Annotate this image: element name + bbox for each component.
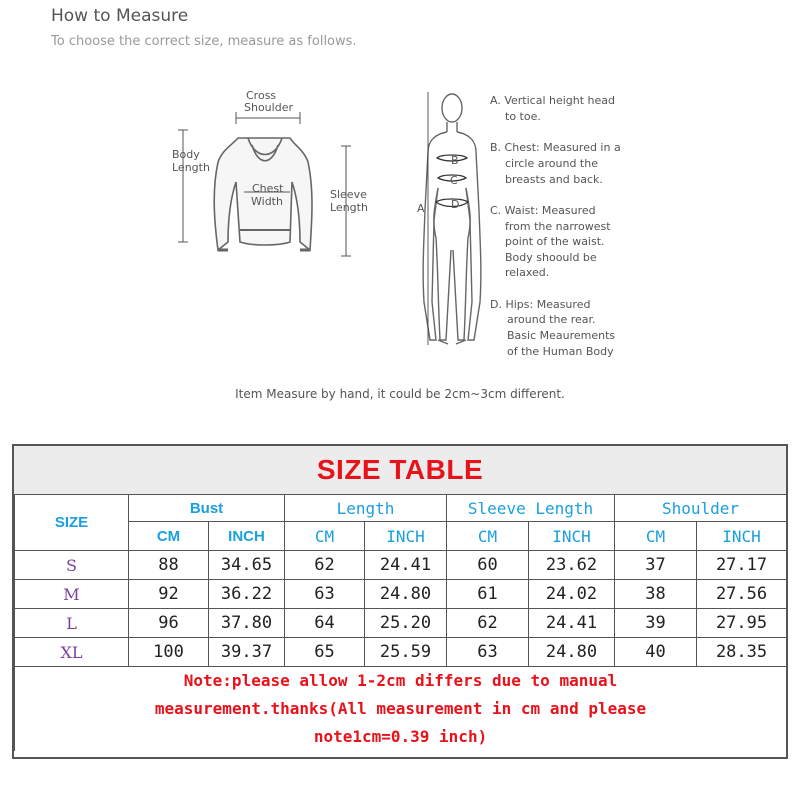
value-cell: 27.95 (697, 609, 787, 638)
value-cell: 38 (615, 580, 697, 609)
value-cell: 28.35 (697, 638, 787, 667)
unit-header-row (15, 522, 787, 551)
note-a-line-1: A. Vertical height head (490, 94, 616, 107)
note-c-line-3: point of the waist. (505, 235, 605, 248)
unit-header: INCH (365, 522, 447, 551)
value-cell: 100 (129, 638, 209, 667)
table-row (15, 609, 787, 638)
value-cell: 27.56 (697, 580, 787, 609)
value-cell: 27.17 (697, 551, 787, 580)
value-cell: 62 (447, 609, 529, 638)
page-title: How to Measure (51, 6, 189, 26)
note-row (15, 667, 787, 752)
marker-c: C (450, 174, 458, 187)
table-row (15, 580, 787, 609)
value-cell: 39 (615, 609, 697, 638)
value-cell: 25.20 (365, 609, 447, 638)
chest-width-label-1: Chest (252, 182, 284, 195)
note-a-line-2: to toe. (505, 110, 541, 123)
note-b-line-3: breasts and back. (505, 173, 603, 186)
size-cell: M (15, 580, 129, 609)
value-cell: 88 (129, 551, 209, 580)
group-length: Length (285, 495, 447, 522)
value-cell: 92 (129, 580, 209, 609)
measure-disclaimer: Item Measure by hand, it could be 2cm~3cm different. (235, 387, 565, 401)
size-table (12, 444, 788, 759)
value-cell: 61 (447, 580, 529, 609)
unit-header: CM (615, 522, 697, 551)
marker-a: A (417, 202, 425, 215)
body-illustration (423, 94, 481, 344)
value-cell: 40 (615, 638, 697, 667)
value-cell: 65 (285, 638, 365, 667)
size-table-title-bar (14, 446, 786, 495)
body-length-label-2: Length (172, 161, 210, 174)
group-shoulder: Shoulder (615, 495, 787, 522)
note-d-line-3: Basic Meaurements (507, 329, 616, 342)
size-grid (14, 494, 787, 751)
value-cell: 24.80 (365, 580, 447, 609)
size-cell: S (15, 551, 129, 580)
cross-shoulder-label-2: Shoulder (244, 101, 293, 114)
size-note-line-1: Note:please allow 1-2cm differs due to manual (183, 671, 618, 690)
sleeve-length-label-2: Length (330, 201, 368, 214)
value-cell: 60 (447, 551, 529, 580)
value-cell: 36.22 (209, 580, 285, 609)
value-cell: 39.37 (209, 638, 285, 667)
group-sleeve-length: Sleeve Length (447, 495, 615, 522)
note-c-line-4: Body shoould be (505, 251, 597, 264)
body-length-label-1: Body (172, 148, 200, 161)
marker-d: D (451, 198, 460, 211)
size-column-header: SIZE (15, 495, 129, 551)
unit-header: INCH (697, 522, 787, 551)
value-cell: 64 (285, 609, 365, 638)
size-note-line-3: note1cm=0.39 inch) (313, 727, 488, 746)
unit-header: INCH (529, 522, 615, 551)
body-notes (490, 94, 621, 358)
size-note-line-2: measurement.thanks(All measurement in cm and please (154, 699, 647, 718)
size-note (15, 667, 787, 752)
note-c-line-5: relaxed. (505, 266, 550, 279)
table-row (15, 551, 787, 580)
note-c-line-1: C. Waist: Measured (490, 204, 596, 217)
measurement-figure (0, 70, 800, 400)
value-cell: 24.41 (529, 609, 615, 638)
note-c-line-2: from the narrowest (505, 220, 611, 233)
sleeve-length-label-1: Sleeve (330, 188, 367, 201)
unit-header: CM (129, 522, 209, 551)
value-cell: 63 (285, 580, 365, 609)
value-cell: 37.80 (209, 609, 285, 638)
note-b-line-1: B. Chest: Measured in a (490, 141, 621, 154)
page-subtitle: To choose the correct size, measure as follows. (51, 34, 357, 49)
size-table-title: SIZE TABLE (316, 454, 484, 485)
group-header-row (15, 495, 787, 522)
value-cell: 24.02 (529, 580, 615, 609)
value-cell: 24.41 (365, 551, 447, 580)
value-cell: 62 (285, 551, 365, 580)
value-cell: 34.65 (209, 551, 285, 580)
note-d-line-4: of the Human Body (507, 345, 614, 358)
note-d-line-1: D. Hips: Measured (490, 298, 591, 311)
value-cell: 37 (615, 551, 697, 580)
unit-header: CM (447, 522, 529, 551)
size-cell: L (15, 609, 129, 638)
table-row (15, 638, 787, 667)
cross-shoulder-label-1: Cross (246, 89, 277, 102)
size-cell: XL (15, 638, 129, 667)
value-cell: 23.62 (529, 551, 615, 580)
value-cell: 24.80 (529, 638, 615, 667)
value-cell: 25.59 (365, 638, 447, 667)
group-bust: Bust (129, 495, 285, 522)
chest-width-label-2: Width (251, 195, 283, 208)
unit-header: CM (285, 522, 365, 551)
unit-header: INCH (209, 522, 285, 551)
note-b-line-2: circle around the (505, 157, 598, 170)
note-d-line-2: around the rear. (507, 313, 596, 326)
marker-b: B (451, 154, 459, 167)
value-cell: 63 (447, 638, 529, 667)
value-cell: 96 (129, 609, 209, 638)
